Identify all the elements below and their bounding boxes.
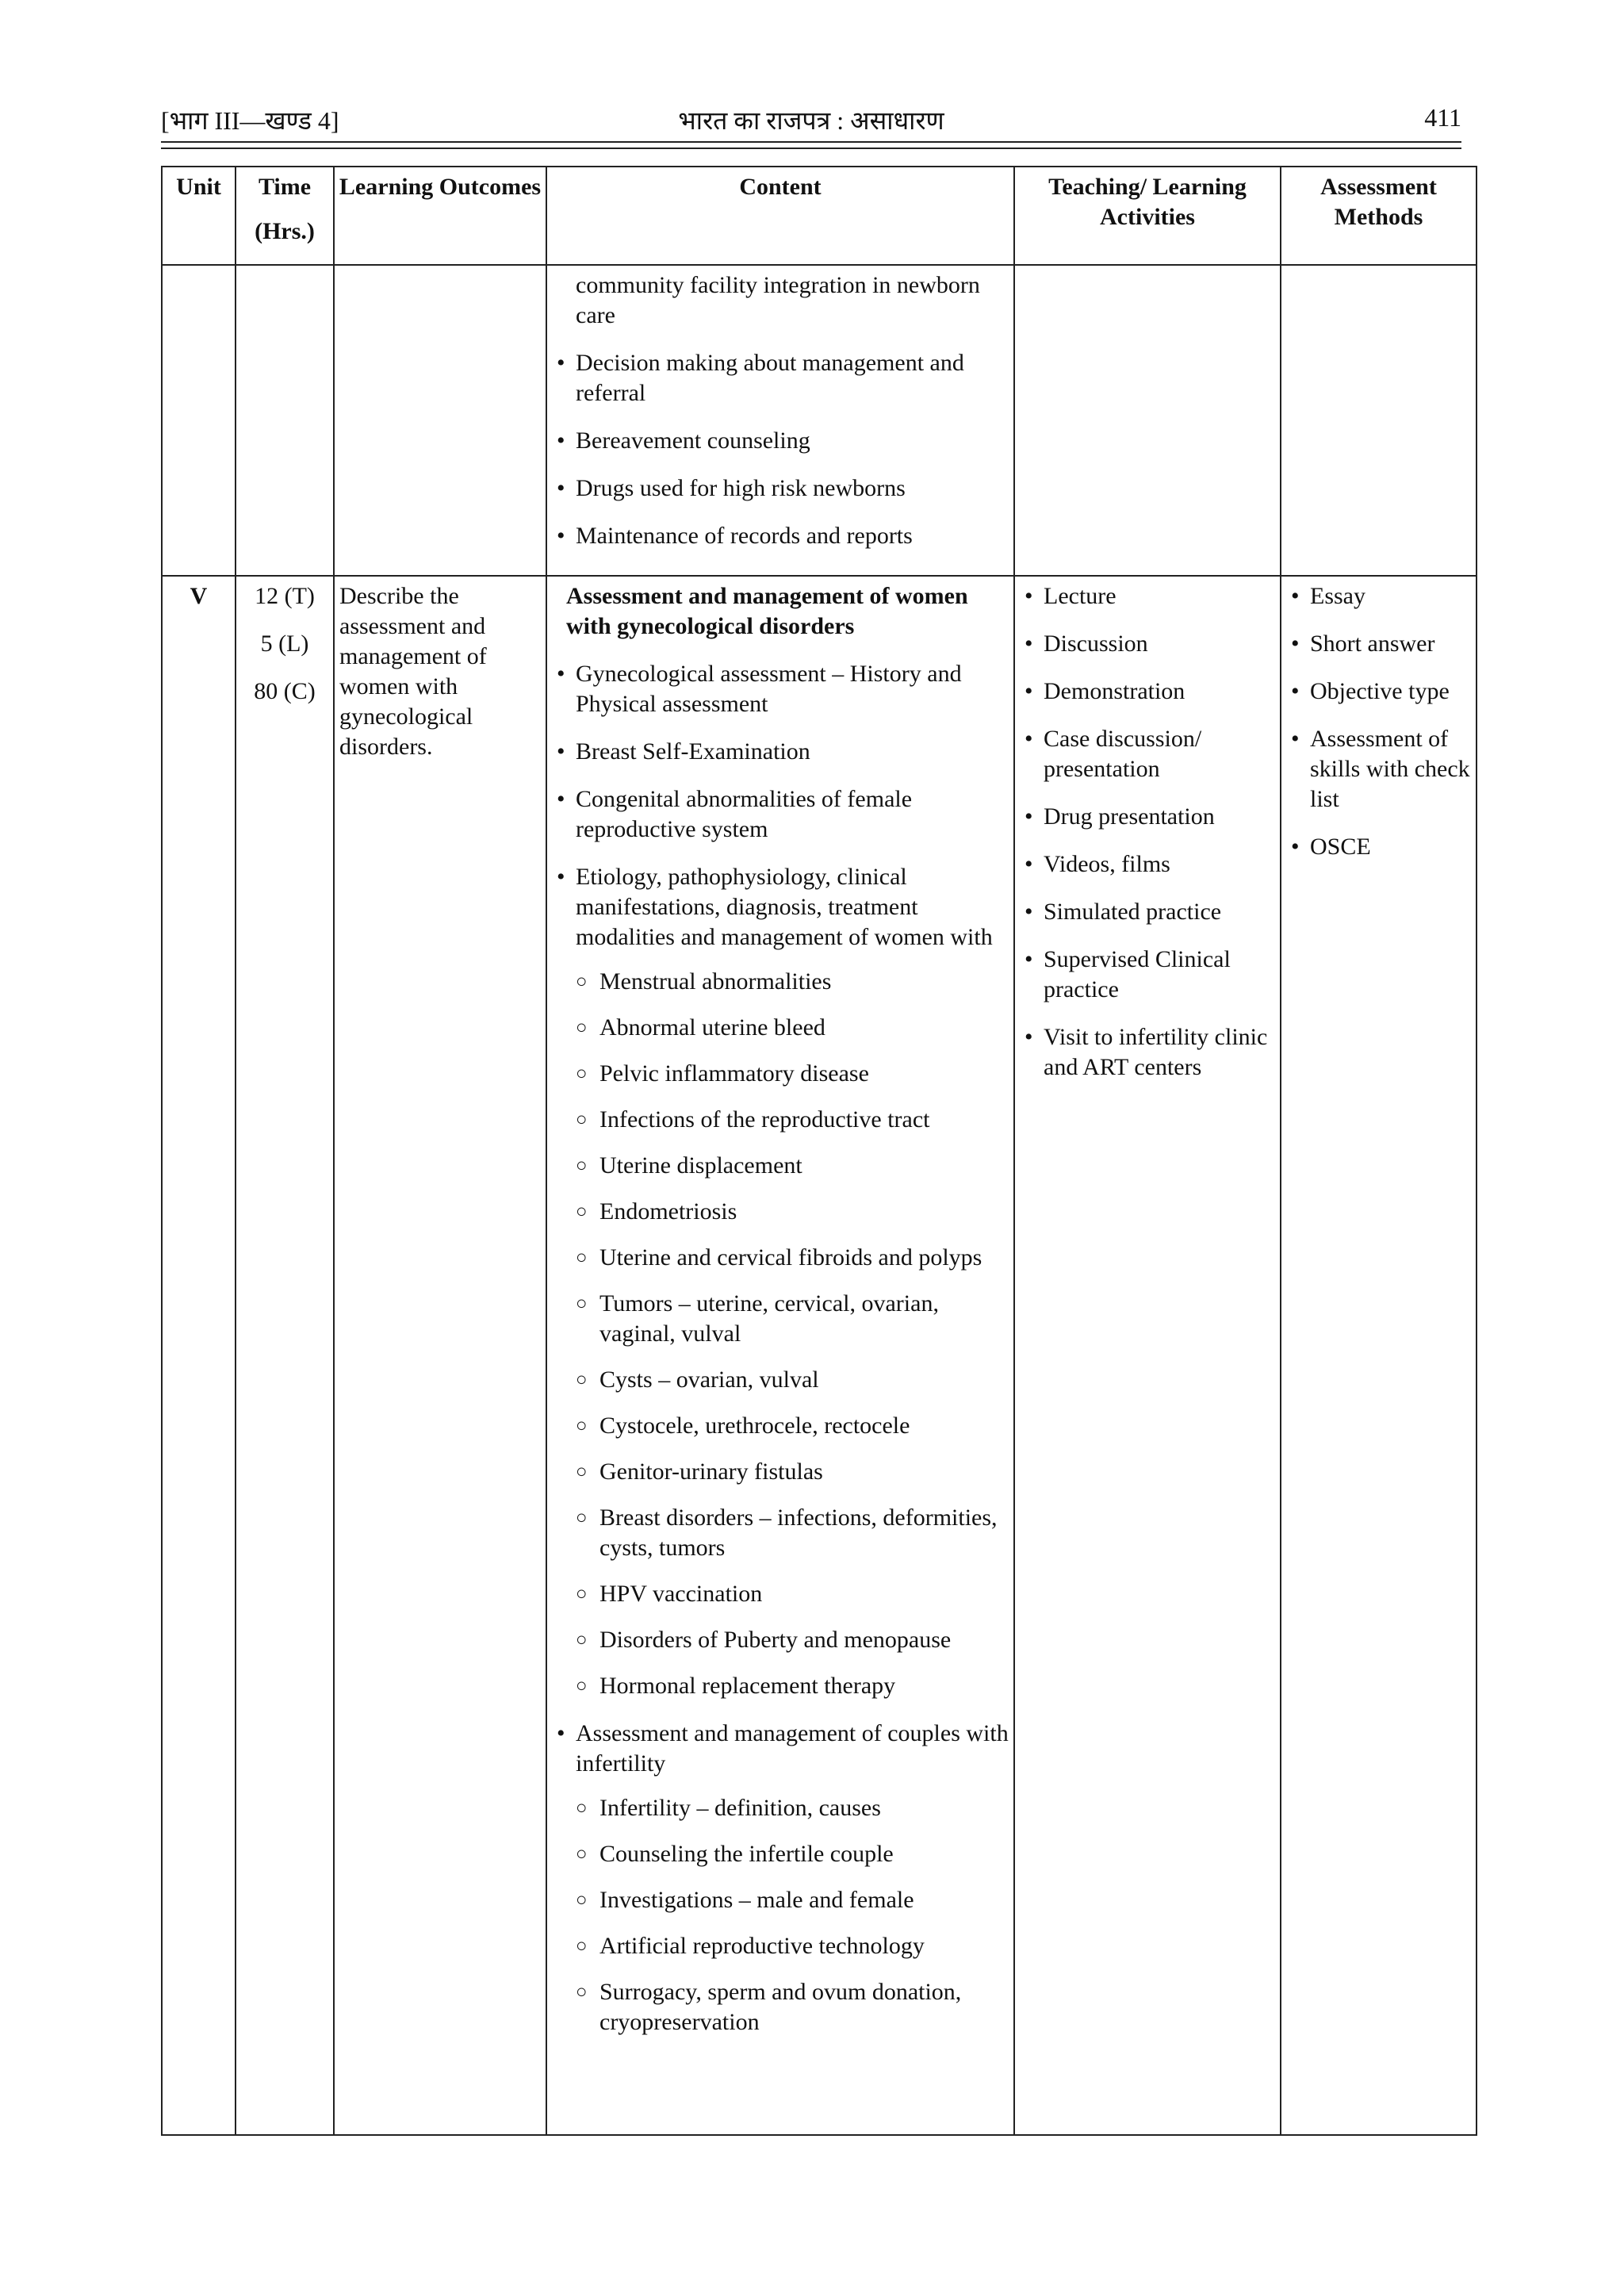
list-item: • Drug presentation <box>1020 802 1275 832</box>
list-item: • OSCE <box>1286 832 1471 862</box>
sub-list-item: ○ Disorders of Puberty and menopause <box>552 1625 1009 1655</box>
list-item: • Visit to infertility clinic and ART centers <box>1020 1022 1275 1083</box>
col-time-label: Time <box>258 174 312 200</box>
list-item: • Gynecological assessment – History and Physical assessment <box>552 659 1009 719</box>
row1-outcomes <box>334 265 546 576</box>
list-item: • Maintenance of records and reports <box>552 521 1009 551</box>
page-number: 411 <box>1424 103 1461 132</box>
list-item-with-sublist <box>552 862 1009 1701</box>
sub-list-item: ○ Cystocele, urethrocele, rectocele <box>552 1411 1009 1441</box>
list-item-text: Assessment and management of couples with infertility <box>576 1720 1009 1777</box>
list-item: • Essay <box>1286 581 1471 611</box>
page-header <box>161 97 1461 141</box>
activities-list <box>1020 581 1275 1083</box>
gazette-part: [भाग III—खण्ड 4] <box>161 106 339 135</box>
col-teaching-activities: Teaching/ Learning Activities <box>1014 167 1281 265</box>
sub-list-item: ○ Endometriosis <box>552 1197 1009 1227</box>
teaching-activities <box>1014 576 1281 2135</box>
sub-list-item: ○ Abnormal uterine bleed <box>552 1013 1009 1043</box>
row1-time <box>236 265 334 576</box>
row1-content <box>546 265 1014 576</box>
sub-list-item: ○ Uterine and cervical fibroids and polyps <box>552 1243 1009 1273</box>
table-row <box>162 265 1477 576</box>
learning-outcome: Describe the assessment and management of women with gynecological disorders. <box>334 576 546 2135</box>
list-item-text: Etiology, pathophysiology, clinical manifestations, diagnosis, treatment modalities and management of women with <box>576 864 993 950</box>
list-item: • Videos, films <box>1020 849 1275 880</box>
col-time-unit: (Hrs.) <box>255 218 315 244</box>
unit-number: V <box>162 576 236 2135</box>
header-rule-double <box>161 148 1461 149</box>
table-row <box>162 576 1477 2135</box>
sub-list-item: ○ Infertility – definition, causes <box>552 1793 1009 1823</box>
col-unit: Unit <box>162 167 236 265</box>
sub-list-item: ○ Tumors – uterine, cervical, ovarian, vaginal, vulval <box>552 1289 1009 1349</box>
sub-list-item: ○ Artificial reproductive technology <box>552 1931 1009 1961</box>
assessment-methods <box>1281 576 1477 2135</box>
list-item: • Bereavement counseling <box>552 426 1009 456</box>
list-item: • Supervised Clinical practice <box>1020 945 1275 1005</box>
list-item: • Simulated practice <box>1020 897 1275 927</box>
row1-assessment <box>1281 265 1477 576</box>
row1-unit <box>162 265 236 576</box>
sub-list-item: ○ Menstrual abnormalities <box>552 967 1009 997</box>
sub-list-item: ○ Pelvic inflammatory disease <box>552 1059 1009 1089</box>
sub-list-item: ○ Breast disorders – infections, deformities, cysts, tumors <box>552 1503 1009 1563</box>
unit-time <box>236 576 334 2135</box>
sub-list-item: ○ Surrogacy, sperm and ovum donation, cryopreservation <box>552 1977 1009 2037</box>
list-item-with-sublist <box>552 1719 1009 2037</box>
list-item: • Decision making about management and referral <box>552 348 1009 408</box>
list-item: • Objective type <box>1286 677 1471 707</box>
sub-list-item: ○ Cysts – ovarian, vulval <box>552 1365 1009 1395</box>
sub-list-item: ○ Infections of the reproductive tract <box>552 1105 1009 1135</box>
list-item: • Drugs used for high risk newborns <box>552 473 1009 504</box>
list-item: • Case discussion/ presentation <box>1020 724 1275 784</box>
col-assessment-methods: Assessment Methods <box>1281 167 1477 265</box>
col-content: Content <box>546 167 1014 265</box>
sub-list-item: ○ HPV vaccination <box>552 1579 1009 1609</box>
list-item: • Discussion <box>1020 629 1275 659</box>
list-item: • Breast Self-Examination <box>552 737 1009 767</box>
time-theory: 12 (T) <box>255 583 315 609</box>
sub-list-item: ○ Investigations – male and female <box>552 1885 1009 1915</box>
list-item: • Congenital abnormalities of female reproductive system <box>552 784 1009 845</box>
list-item: • Demonstration <box>1020 677 1275 707</box>
time-clinical: 80 (C) <box>254 678 316 704</box>
sub-list <box>552 1793 1009 2037</box>
content-topic: Assessment and management of women with gynecological disorders <box>566 583 968 639</box>
col-time <box>236 167 334 265</box>
content-list <box>552 348 1009 551</box>
sub-list <box>552 967 1009 1701</box>
sub-list-item: ○ Uterine displacement <box>552 1151 1009 1181</box>
sub-list-item: ○ Hormonal replacement therapy <box>552 1671 1009 1701</box>
list-item: • Lecture <box>1020 581 1275 611</box>
header-rule <box>161 141 1461 143</box>
list-item: • Short answer <box>1286 629 1471 659</box>
row1-activities <box>1014 265 1281 576</box>
col-learning-outcomes: Learning Outcomes <box>334 167 546 265</box>
content-list <box>552 659 1009 2037</box>
unit-content <box>546 576 1014 2135</box>
list-item: • Assessment of skills with check list <box>1286 724 1471 815</box>
sub-list-item: ○ Counseling the infertile couple <box>552 1839 1009 1869</box>
gazette-title: भारत का राजपत्र : असाधारण <box>678 106 944 135</box>
assessment-list <box>1286 581 1471 862</box>
curriculum-table <box>161 166 1477 2136</box>
sub-list-item: ○ Genitor-urinary fistulas <box>552 1457 1009 1487</box>
time-lab: 5 (L) <box>260 631 309 657</box>
table-header-row <box>162 167 1477 265</box>
content-continuation: community facility integration in newborn care <box>576 272 980 328</box>
